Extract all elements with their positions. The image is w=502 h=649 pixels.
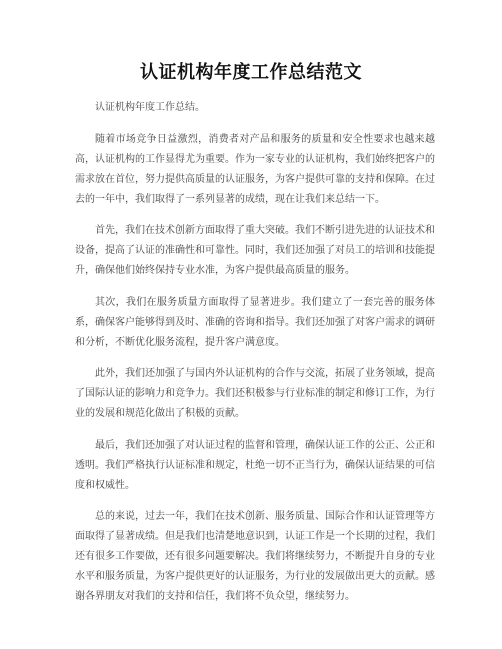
paragraph-cooperation: 此外，我们还加强了与国内外认证机构的合作与交流，拓展了业务领域，提高了国际认证的影响力和竞争力。我们还积极参与行业标准的制定和修订工作，为行业的发展和规范化做出了积极的贡献。 bbox=[75, 368, 435, 419]
document-body bbox=[75, 98, 435, 619]
paragraph-service: 其次，我们在服务质量方面取得了显著进步。我们建立了一套完善的服务体系，确保客户能够得到及时、准确的咨询和指导。我们还加强了对客户需求的调研和分析，不断优化服务流程，提升客户满意度。 bbox=[75, 296, 435, 348]
paragraph-background: 随着市场竞争日益激烈，消费者对产品和服务的质量和安全性要求也越来越高，认证机构的工作显得尤为重要。作为一家专业的认证机构，我们始终把客户的需求放在首位，努力提供高质量的认证服务，为客户提供可靠的支持和保障。在过去的一年中，我们取得了一系列显著的成绩，现在让我们来总结一下。 bbox=[75, 133, 435, 205]
document-title: 认证机构年度工作总结范文 bbox=[140, 62, 362, 83]
paragraph-conclusion: 总的来说，过去一年，我们在技术创新、服务质量、国际合作和认证管理等方面取得了显著成绩。但是我们也清楚地意识到，认证工作是一个长期的过程，我们还有很多工作要做，还有很多问题要解决。我们将继续努力，不断提升自身的专业水平和服务质量，为客户提供更好的认证服务，为行业的发展做出更大的贡献。感谢各界朋友对我们的支持和信任，我们将不负众望，继续努力。 bbox=[75, 511, 435, 602]
paragraph-intro: 认证机构年度工作总结。 bbox=[95, 102, 205, 113]
paragraph-supervision: 最后，我们还加强了对认证过程的监督和管理，确保认证工作的公正、公正和透明。我们严格执行认证标准和规定，杜绝一切不正当行为，确保认证结果的可信度和权威性。 bbox=[75, 439, 435, 491]
paragraph-technology: 首先，我们在技术创新方面取得了重大突破。我们不断引进先进的认证技术和设备，提高了认证的准确性和可靠性。同时，我们还加强了对员工的培训和技能提升，确保他们始终保持专业水准，为客户提供最高质量的服务。 bbox=[75, 225, 435, 276]
